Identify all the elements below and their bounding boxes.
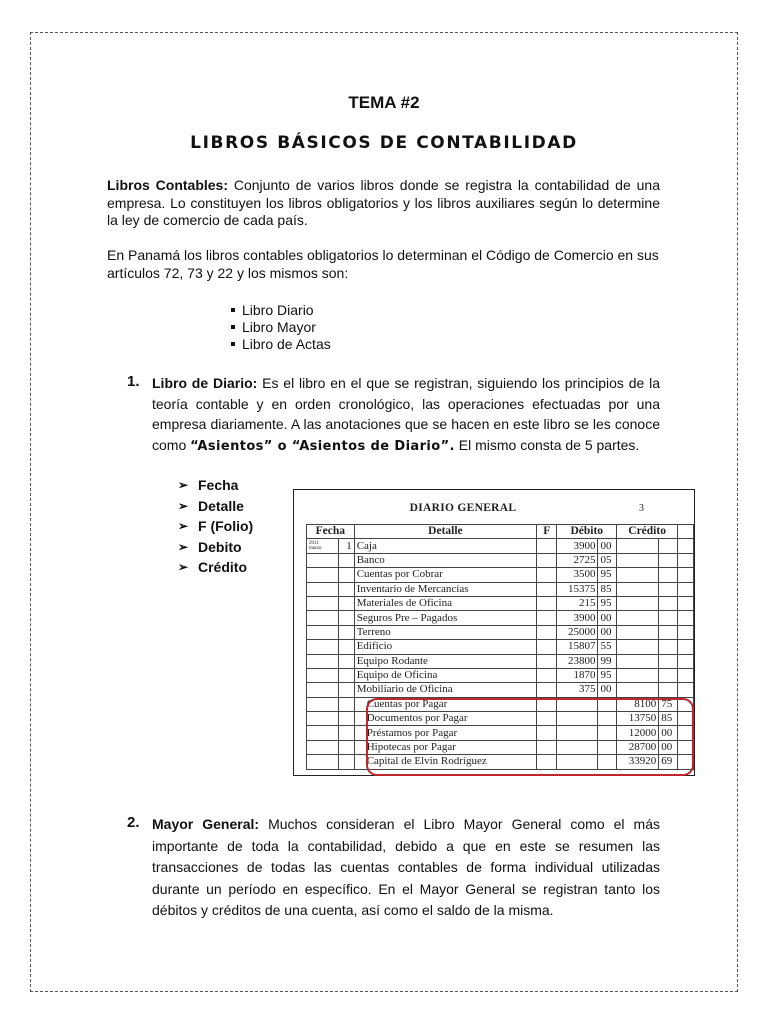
cell-blank [678, 654, 694, 668]
books-list [232, 302, 331, 353]
cell-debito-cents: 00 [598, 539, 617, 553]
cell-dia [339, 568, 355, 582]
cell-debito: 215 [557, 596, 598, 610]
table-row [307, 625, 694, 639]
table-row [307, 654, 694, 668]
cell-debito: 1870 [557, 668, 598, 682]
cell-folio [537, 582, 557, 596]
list-item: Libro de Actas [232, 336, 331, 353]
cell-credito [617, 582, 659, 596]
cell-credito-cents [659, 683, 678, 697]
section-number: 1. [127, 373, 140, 390]
cell-credito-cents [659, 668, 678, 682]
header-credito: Crédito [617, 525, 678, 539]
cell-debito: 375 [557, 683, 598, 697]
diario-table [306, 524, 694, 770]
cell-folio [537, 568, 557, 582]
arrowhead-icon: ➢ [178, 560, 189, 574]
cell-folio [537, 668, 557, 682]
cell-fecha [307, 596, 339, 610]
cell-fecha [307, 568, 339, 582]
cell-dia [339, 625, 355, 639]
cell-credito: 12000 [617, 726, 659, 740]
diario-body [307, 539, 694, 769]
cell-detalle: Documentos por Pagar [354, 712, 536, 726]
table-row [307, 539, 694, 553]
cell-dia [339, 712, 355, 726]
list-item: ➢ F (Folio) [178, 516, 253, 537]
cell-debito [557, 712, 598, 726]
table-row [307, 668, 694, 682]
arrowhead-icon: ➢ [178, 498, 189, 513]
fecha-mes: marzo [309, 546, 322, 552]
cell-fecha [307, 539, 339, 553]
table-row [307, 596, 694, 610]
cell-detalle: Cuentas por Cobrar [354, 568, 536, 582]
cell-debito-cents: 99 [598, 654, 617, 668]
table-row [307, 568, 694, 582]
cell-detalle: Equipo de Oficina [354, 668, 536, 682]
diario-general-figure [293, 489, 695, 776]
diario-page-number: 3 [639, 503, 644, 514]
cell-blank [678, 668, 694, 682]
cell-blank [678, 596, 694, 610]
table-row [307, 726, 694, 740]
cell-debito-cents: 95 [598, 668, 617, 682]
list-item: ➢ Fecha [178, 475, 253, 496]
header-fecha: Fecha [307, 525, 355, 539]
cell-blank [678, 726, 694, 740]
cell-credito [617, 568, 659, 582]
intro-term: Libros Contables: [107, 177, 228, 193]
diario-title: DIARIO GENERAL [409, 502, 517, 514]
table-row [307, 712, 694, 726]
cell-folio [537, 640, 557, 654]
intro-paragraph [107, 177, 660, 230]
cell-folio [537, 611, 557, 625]
cell-dia [339, 668, 355, 682]
cell-dia [339, 596, 355, 610]
table-row [307, 582, 694, 596]
intro-definition: Conjunto de varios libros donde se registra la contabilidad de una empresa. Lo constituyen los libros obligatorios y los libros auxiliares según lo determine la ley de comercio de cada país. [107, 177, 660, 228]
cell-detalle: Capital de Elvin Rodríguez [354, 755, 536, 769]
cell-fecha [307, 726, 339, 740]
cell-fecha [307, 640, 339, 654]
cell-debito: 3900 [557, 611, 598, 625]
cell-debito-cents: 55 [598, 640, 617, 654]
cell-credito-cents [659, 654, 678, 668]
cell-detalle: Terreno [354, 625, 536, 639]
cell-credito: 28700 [617, 740, 659, 754]
header-detalle: Detalle [354, 525, 536, 539]
cell-detalle: Materiales de Oficina [354, 596, 536, 610]
cell-debito-cents [598, 712, 617, 726]
cell-blank [678, 755, 694, 769]
cell-folio [537, 726, 557, 740]
cell-fecha [307, 697, 339, 711]
cell-debito [557, 726, 598, 740]
cell-folio [537, 683, 557, 697]
cell-detalle: Hipotecas por Pagar [354, 740, 536, 754]
cell-credito-cents: 75 [659, 697, 678, 711]
cell-credito-cents: 69 [659, 755, 678, 769]
topic-title: TEMA #2 [348, 93, 420, 112]
table-row [307, 755, 694, 769]
cell-debito [557, 697, 598, 711]
cell-detalle: Caja [354, 539, 536, 553]
section-number: 2. [127, 814, 140, 831]
cell-credito-cents [659, 596, 678, 610]
cell-folio [537, 553, 557, 567]
table-row [307, 553, 694, 567]
table-row [307, 683, 694, 697]
cell-dia [339, 611, 355, 625]
cell-detalle: Mobiliario de Oficina [354, 683, 536, 697]
cell-credito-cents [659, 568, 678, 582]
cell-dia [339, 726, 355, 740]
cell-fecha [307, 683, 339, 697]
cell-credito [617, 683, 659, 697]
cell-credito-cents [659, 582, 678, 596]
cell-dia [339, 755, 355, 769]
list-item: ➢ Crédito [178, 557, 253, 578]
section-term: Libro de Diario: [152, 375, 258, 391]
cell-credito-cents [659, 539, 678, 553]
cell-fecha [307, 755, 339, 769]
cell-fecha [307, 712, 339, 726]
cell-dia [339, 740, 355, 754]
arrowhead-icon: ➢ [178, 539, 189, 554]
cell-debito-cents [598, 740, 617, 754]
panama-paragraph: En Panamá los libros contables obligatorios lo determinan el Código de Comercio en sus artículos 72, 73 y 22 y los mismos son: [107, 247, 659, 281]
cell-detalle: Banco [354, 553, 536, 567]
diario-parts-list [178, 475, 253, 578]
table-header-row [307, 525, 694, 539]
cell-credito-cents [659, 625, 678, 639]
cell-fecha [307, 740, 339, 754]
cell-detalle: Seguros Pre – Pagados [354, 611, 536, 625]
cell-blank [678, 625, 694, 639]
cell-debito-cents [598, 697, 617, 711]
cell-blank [678, 582, 694, 596]
list-item: Libro Mayor [232, 319, 331, 336]
cell-blank [678, 697, 694, 711]
cell-debito: 25000 [557, 625, 598, 639]
cell-dia [339, 683, 355, 697]
cell-folio [537, 596, 557, 610]
asientos-highlight: “Asientos” o “Asientos de Diario”. [190, 438, 455, 454]
cell-credito: 33920 [617, 755, 659, 769]
cell-credito-cents: 85 [659, 712, 678, 726]
libro-diario-paragraph: Libro de Diario: Es el libro en el que se registran, siguiendo los principios de la teoría contable y en orden cronológico, las operaciones efectuadas por una empresa diariamente. A las anotaciones que se hacen en este libro se les conoce como “Asientos” o “Asientos de Diario”. El mismo consta de 5 partes. [152, 375, 661, 454]
cell-folio [537, 697, 557, 711]
cell-credito [617, 596, 659, 610]
cell-debito: 15807 [557, 640, 598, 654]
arrowhead-icon: ➢ [178, 519, 189, 533]
cell-fecha [307, 582, 339, 596]
cell-credito [617, 640, 659, 654]
cell-debito-cents: 85 [598, 582, 617, 596]
cell-detalle: Equipo Rodante [354, 654, 536, 668]
cell-debito-cents [598, 755, 617, 769]
cell-folio [537, 654, 557, 668]
cell-fecha [307, 553, 339, 567]
cell-credito [617, 611, 659, 625]
cell-credito [617, 553, 659, 567]
cell-dia [339, 640, 355, 654]
cell-debito [557, 740, 598, 754]
table-row [307, 740, 694, 754]
cell-debito-cents: 00 [598, 625, 617, 639]
list-item: ➢ Debito [178, 537, 253, 558]
cell-credito [617, 625, 659, 639]
cell-debito-cents: 95 [598, 568, 617, 582]
cell-dia [339, 582, 355, 596]
arrowhead-icon: ➢ [178, 478, 189, 492]
cell-folio [537, 740, 557, 754]
cell-detalle: Inventario de Mercancías [354, 582, 536, 596]
cell-detalle: Edificio [354, 640, 536, 654]
cell-debito: 15375 [557, 582, 598, 596]
header-folio: F [537, 525, 557, 539]
cell-debito-cents: 05 [598, 553, 617, 567]
cell-debito-cents: 00 [598, 683, 617, 697]
cell-debito [557, 755, 598, 769]
section-term: Mayor General: [152, 816, 260, 832]
cell-detalle: Cuentas por Pagar [354, 697, 536, 711]
cell-credito [617, 668, 659, 682]
cell-credito: 13750 [617, 712, 659, 726]
cell-blank [678, 683, 694, 697]
cell-credito [617, 654, 659, 668]
cell-debito: 3500 [557, 568, 598, 582]
cell-folio [537, 755, 557, 769]
fecha-anio: 2011 [309, 541, 319, 547]
cell-dia [339, 553, 355, 567]
cell-dia: 1 [339, 539, 355, 553]
cell-blank [678, 712, 694, 726]
cell-fecha [307, 611, 339, 625]
cell-fecha [307, 625, 339, 639]
cell-debito: 23800 [557, 654, 598, 668]
cell-blank [678, 553, 694, 567]
cell-dia [339, 697, 355, 711]
cell-folio [537, 539, 557, 553]
cell-folio [537, 712, 557, 726]
cell-debito-cents: 95 [598, 596, 617, 610]
cell-blank [678, 539, 694, 553]
cell-debito: 2725 [557, 553, 598, 567]
list-item: Libro Diario [232, 302, 331, 319]
cell-credito-cents: 00 [659, 740, 678, 754]
cell-debito-cents: 00 [598, 611, 617, 625]
table-row [307, 611, 694, 625]
cell-blank [678, 568, 694, 582]
cell-fecha [307, 654, 339, 668]
cell-credito-cents [659, 553, 678, 567]
cell-blank [678, 740, 694, 754]
cell-detalle: Préstamos por Pagar [354, 726, 536, 740]
cell-dia [339, 654, 355, 668]
table-row [307, 640, 694, 654]
cell-blank [678, 640, 694, 654]
cell-fecha [307, 668, 339, 682]
cell-credito [617, 539, 659, 553]
cell-debito: 3900 [557, 539, 598, 553]
cell-debito-cents [598, 726, 617, 740]
header-debito: Débito [557, 525, 617, 539]
document-subtitle: LIBROS BÁSICOS DE CONTABILIDAD [190, 133, 578, 153]
cell-folio [537, 625, 557, 639]
cell-blank [678, 611, 694, 625]
mayor-general-paragraph: Mayor General: Muchos consideran el Libro Mayor General como el más importante de toda la contabilidad, debido a que en este se resumen las transacciones de todas las cuentas contables de forma individual utilizadas durante un período en específico. En el Mayor General se registran tanto los débitos y créditos de una cuenta, así como el saldo de la misma. [152, 816, 660, 918]
header-blank [678, 525, 694, 539]
cell-credito-cents: 00 [659, 726, 678, 740]
cell-credito-cents [659, 640, 678, 654]
cell-credito-cents [659, 611, 678, 625]
list-item: ➢ Detalle [178, 496, 253, 517]
cell-credito: 8100 [617, 697, 659, 711]
table-row [307, 697, 694, 711]
